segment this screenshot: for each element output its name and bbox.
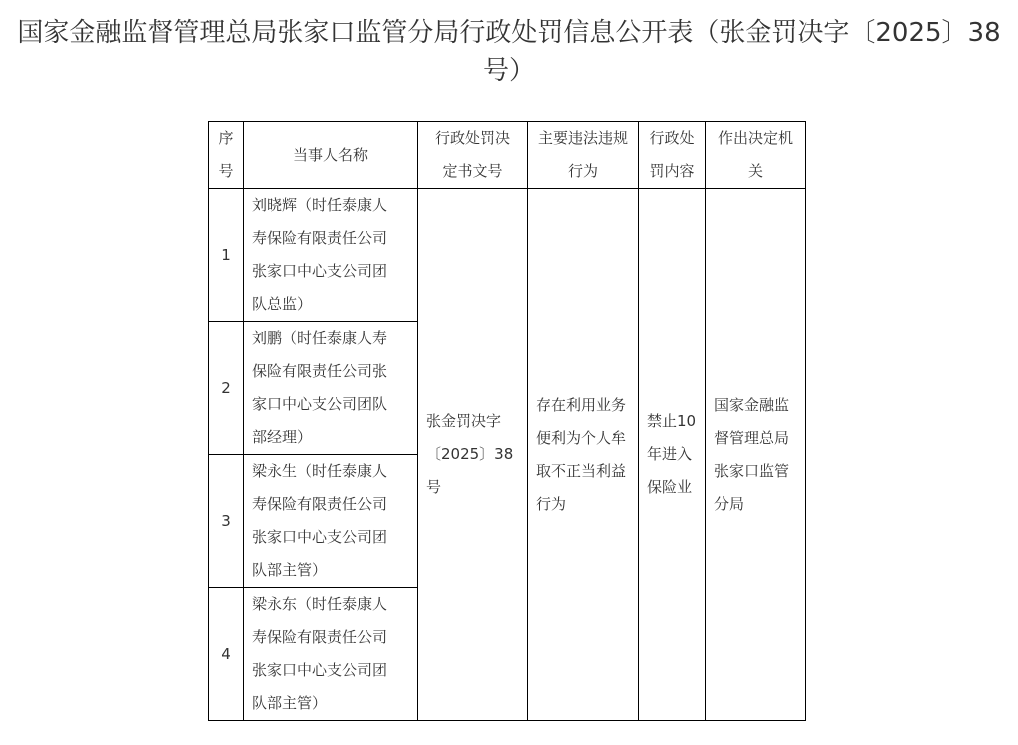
header-text-line: 行政处 [649, 129, 695, 147]
header-decision-doc-number [418, 122, 528, 189]
authority-line: 督管理总局 [714, 428, 790, 447]
page-title-line-2: 号） [482, 56, 535, 86]
row-serial-number: 2 [209, 322, 244, 455]
party-name-line: 部经理） [252, 428, 313, 446]
header-party-name [244, 122, 418, 189]
row-party-name [244, 189, 418, 322]
header-penalty-content [639, 122, 706, 189]
violation-line: 便利为个人牟 [536, 428, 627, 447]
table-row [209, 189, 806, 322]
decision-doc-number-cell [418, 189, 528, 721]
doc-number-line: 号 [426, 478, 442, 496]
violation-line: 存在利用业务 [536, 395, 627, 414]
header-text-line: 行为 [567, 162, 598, 180]
party-name-line: 队总监） [252, 295, 313, 313]
header-text-line: 号 [218, 162, 234, 180]
authority-line: 国家金融监 [714, 395, 790, 414]
doc-number-line: 〔2025〕38 [426, 445, 514, 463]
doc-number-line: 张金罚决字 [426, 412, 502, 430]
party-name-line: 寿保险有限责任公司 [252, 495, 388, 513]
header-text-line: 罚内容 [649, 162, 695, 180]
header-text-line: 序 [218, 129, 234, 147]
header-main-violation [528, 122, 639, 189]
party-name-line: 寿保险有限责任公司 [252, 628, 388, 646]
header-text-line: 行政处罚决 [434, 129, 510, 147]
row-serial-number: 4 [209, 588, 244, 721]
decision-authority-cell [706, 189, 806, 721]
penalty-line: 保险业 [647, 478, 693, 496]
main-violation-cell [528, 189, 639, 721]
authority-line: 分局 [714, 494, 745, 513]
row-party-name [244, 322, 418, 455]
page-title-line-1: 国家金融监督管理总局张家口监管分局行政处罚信息公开表（张金罚决字〔2025〕38 [17, 18, 1001, 48]
penalty-line: 年进入 [647, 445, 693, 463]
party-name-line: 保险有限责任公司张 [252, 362, 388, 380]
party-name-line: 队部主管） [252, 561, 328, 579]
header-text-line: 定书文号 [442, 162, 503, 180]
penalty-line: 禁止10 [647, 412, 697, 430]
row-party-name [244, 588, 418, 721]
header-text-line: 关 [747, 162, 763, 180]
penalty-content-cell [639, 189, 706, 721]
violation-line: 取不正当利益 [536, 461, 627, 480]
header-text-line: 作出决定机 [717, 129, 793, 147]
page-title [0, 14, 1018, 90]
authority-line: 张家口监管 [714, 461, 790, 480]
violation-line: 行为 [536, 494, 567, 513]
party-name-line: 张家口中心支公司团 [252, 528, 388, 546]
party-name-line: 梁永东（时任泰康人 [252, 595, 388, 613]
header-serial-number [209, 122, 244, 189]
party-name-line: 刘鹏（时任泰康人寿 [252, 329, 388, 347]
row-party-name [244, 455, 418, 588]
party-name-line: 寿保险有限责任公司 [252, 229, 388, 247]
header-text-line: 主要违法违规 [537, 129, 628, 147]
table-header-row [209, 122, 806, 189]
party-name-line: 刘晓辉（时任泰康人 [252, 196, 388, 214]
header-decision-authority [706, 122, 806, 189]
party-name-line: 张家口中心支公司团 [252, 661, 388, 679]
penalty-info-table [208, 121, 806, 721]
party-name-line: 队部主管） [252, 694, 328, 712]
row-serial-number: 1 [209, 189, 244, 322]
row-serial-number: 3 [209, 455, 244, 588]
party-name-line: 梁永生（时任泰康人 [252, 462, 388, 480]
header-text-line: 当事人名称 [292, 145, 368, 164]
party-name-line: 张家口中心支公司团 [252, 262, 388, 280]
party-name-line: 家口中心支公司团队 [252, 395, 388, 413]
